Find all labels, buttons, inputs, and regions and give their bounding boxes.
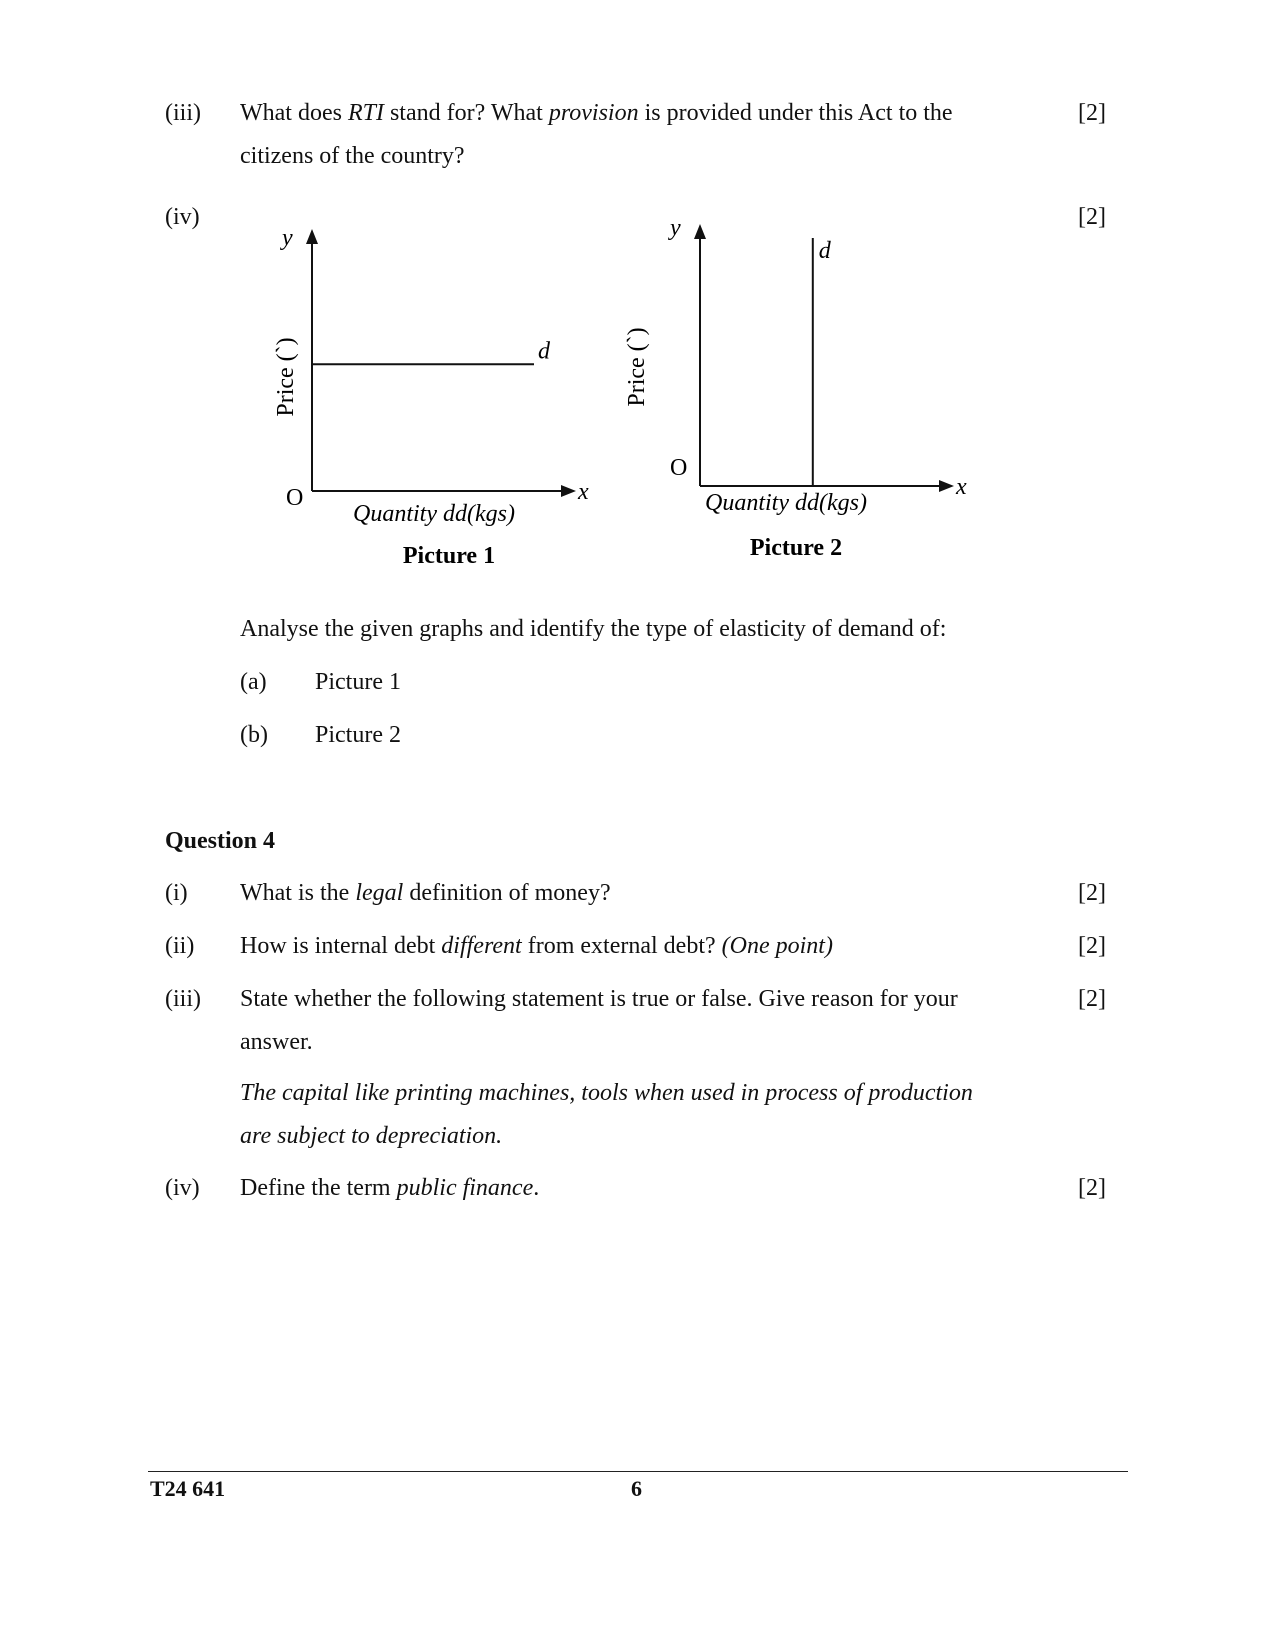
picture2-x-arrowhead (939, 480, 954, 492)
question4-heading: Question 4 (165, 828, 276, 854)
q4-ii-number: (ii) (165, 933, 195, 959)
picture1-origin-label: O (286, 485, 304, 511)
q4-iv-marks: [2] (1078, 1175, 1106, 1201)
q3-iii-text-line1: What does RTI stand for? What provision is provided under this Act to the (240, 100, 953, 126)
picture2-curve-label: d (818, 238, 831, 264)
picture2-origin-label: O (670, 455, 688, 481)
picture1-curve-label: d (538, 338, 550, 365)
picture1-y-arrowhead (306, 229, 318, 244)
q4-ii-marks: [2] (1078, 933, 1106, 959)
picture2-x-label: x (956, 474, 967, 500)
q4-i-text: What is the legal definition of money? (240, 880, 611, 906)
picture1-x-label: x (578, 479, 589, 505)
picture2-caption: Picture 2 (749, 535, 843, 561)
q3-iv-option-b-label: (b) (240, 722, 268, 748)
picture1-y-label: y (282, 225, 293, 251)
q4-i-number: (i) (165, 880, 188, 906)
footer-divider (148, 1471, 1128, 1472)
q3-iv-option-b-text: Picture 2 (315, 722, 401, 748)
picture2-x-axis-title: Quantity dd(kgs) (705, 490, 867, 516)
footer-page-number: 6 (631, 1476, 642, 1501)
q3-iii-number: (iii) (165, 100, 201, 126)
q4-iv-number: (iv) (165, 1175, 200, 1201)
q3-iv-number: (iv) (165, 204, 200, 230)
picture1-y-axis-title: Price (`) (273, 337, 299, 417)
q4-iii-number: (iii) (165, 986, 201, 1012)
q4-iii-marks: [2] (1078, 986, 1106, 1012)
picture1-graph (260, 225, 590, 575)
picture1-x-arrowhead (561, 485, 576, 497)
q3-iii-marks: [2] (1078, 100, 1106, 126)
picture2-y-arrowhead (694, 224, 706, 239)
q3-iv-option-a-label: (a) (240, 669, 267, 695)
q3-iv-marks: [2] (1078, 204, 1106, 230)
picture1-x-axis-title: Quantity dd(kgs) (353, 501, 515, 527)
q4-ii-text: How is internal debt different from external debt? (One point) (240, 933, 833, 959)
picture1-caption: Picture 1 (402, 543, 496, 569)
picture2-y-label: y (670, 215, 681, 241)
q4-iv-text: Define the term public finance. (240, 1175, 540, 1201)
q4-iii-statement-line1: The capital like printing machines, tools when used in process of production (240, 1080, 973, 1106)
q4-iii-text-line1: State whether the following statement is true or false. Give reason for your (240, 986, 958, 1012)
picture2-graph (624, 215, 980, 570)
q3-iv-option-a-text: Picture 1 (315, 669, 401, 695)
q3-iii-text-line2: citizens of the country? (240, 143, 465, 169)
q4-i-marks: [2] (1078, 880, 1106, 906)
q4-iii-text-line2: answer. (240, 1029, 313, 1055)
picture2-y-axis-title: Price (`) (624, 327, 650, 407)
q4-iii-statement-line2: are subject to depreciation. (240, 1123, 503, 1149)
q3-iv-instruction: Analyse the given graphs and identify the type of elasticity of demand of: (240, 616, 947, 642)
footer-paper-code: T24 641 (150, 1476, 226, 1501)
